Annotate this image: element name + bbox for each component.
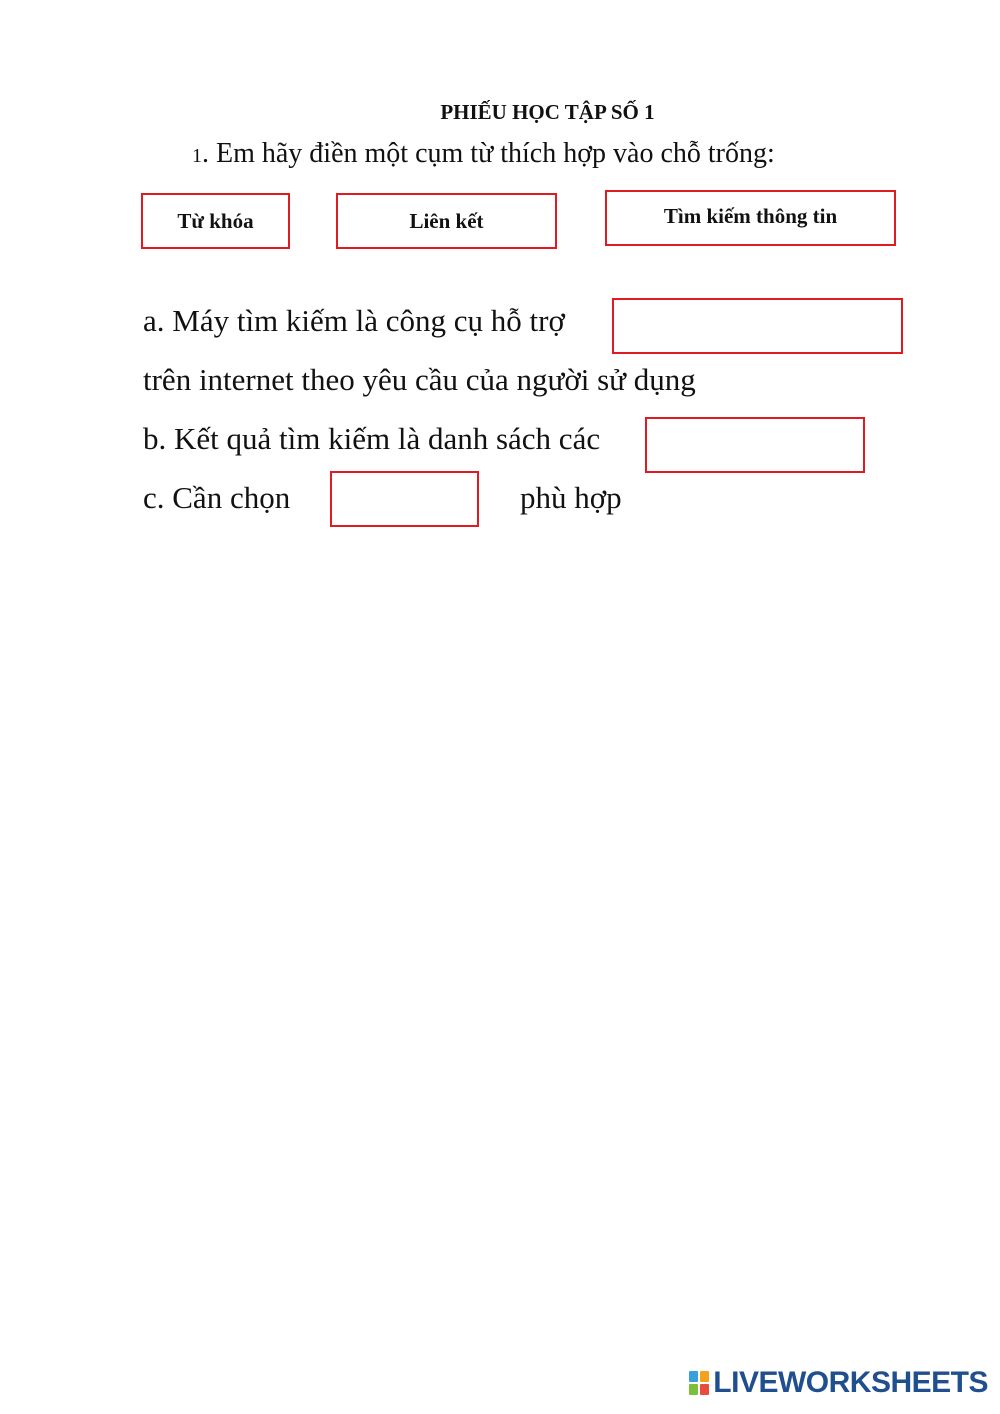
blank-a-drop-zone[interactable]: [612, 298, 903, 354]
word-bank-label: Liên kết: [409, 208, 484, 233]
sentence-a-start: a. Máy tìm kiếm là công cụ hỗ trợ: [143, 303, 565, 338]
word-bank-item-lien-ket[interactable]: [336, 193, 557, 249]
word-bank-item-tu-khoa[interactable]: [141, 193, 290, 249]
blank-b-drop-zone[interactable]: [645, 417, 865, 473]
logo-tile: [689, 1371, 698, 1382]
logo-tile: [700, 1371, 709, 1382]
logo-text: LIVEWORKSHEETS: [713, 1366, 988, 1399]
instruction-number: 1: [192, 145, 202, 167]
sentence-b-start: b. Kết quả tìm kiếm là danh sách các: [143, 421, 601, 456]
liveworksheets-logo: [689, 1366, 988, 1400]
word-bank-label: Từ khóa: [177, 208, 254, 233]
worksheet-title: PHIẾU HỌC TẬP SỐ 1: [440, 100, 655, 124]
sentence-a-end: trên internet theo yêu cầu của người sử dụng: [143, 362, 696, 397]
logo-tile: [689, 1384, 698, 1395]
sentence-c-start: c. Cần chọn: [143, 480, 291, 515]
logo-tiles-icon: [689, 1371, 709, 1395]
word-bank-item-tim-kiem-thong-tin[interactable]: [605, 190, 896, 246]
word-bank-label: Tìm kiếm thông tin: [663, 203, 838, 228]
sentence-c-end: phù hợp: [520, 480, 622, 515]
instruction-text: . Em hãy điền một cụm từ thích hợp vào chỗ trống:: [202, 138, 775, 169]
logo-tile: [700, 1384, 709, 1395]
instruction: [192, 138, 775, 170]
blank-c-drop-zone[interactable]: [330, 471, 479, 527]
